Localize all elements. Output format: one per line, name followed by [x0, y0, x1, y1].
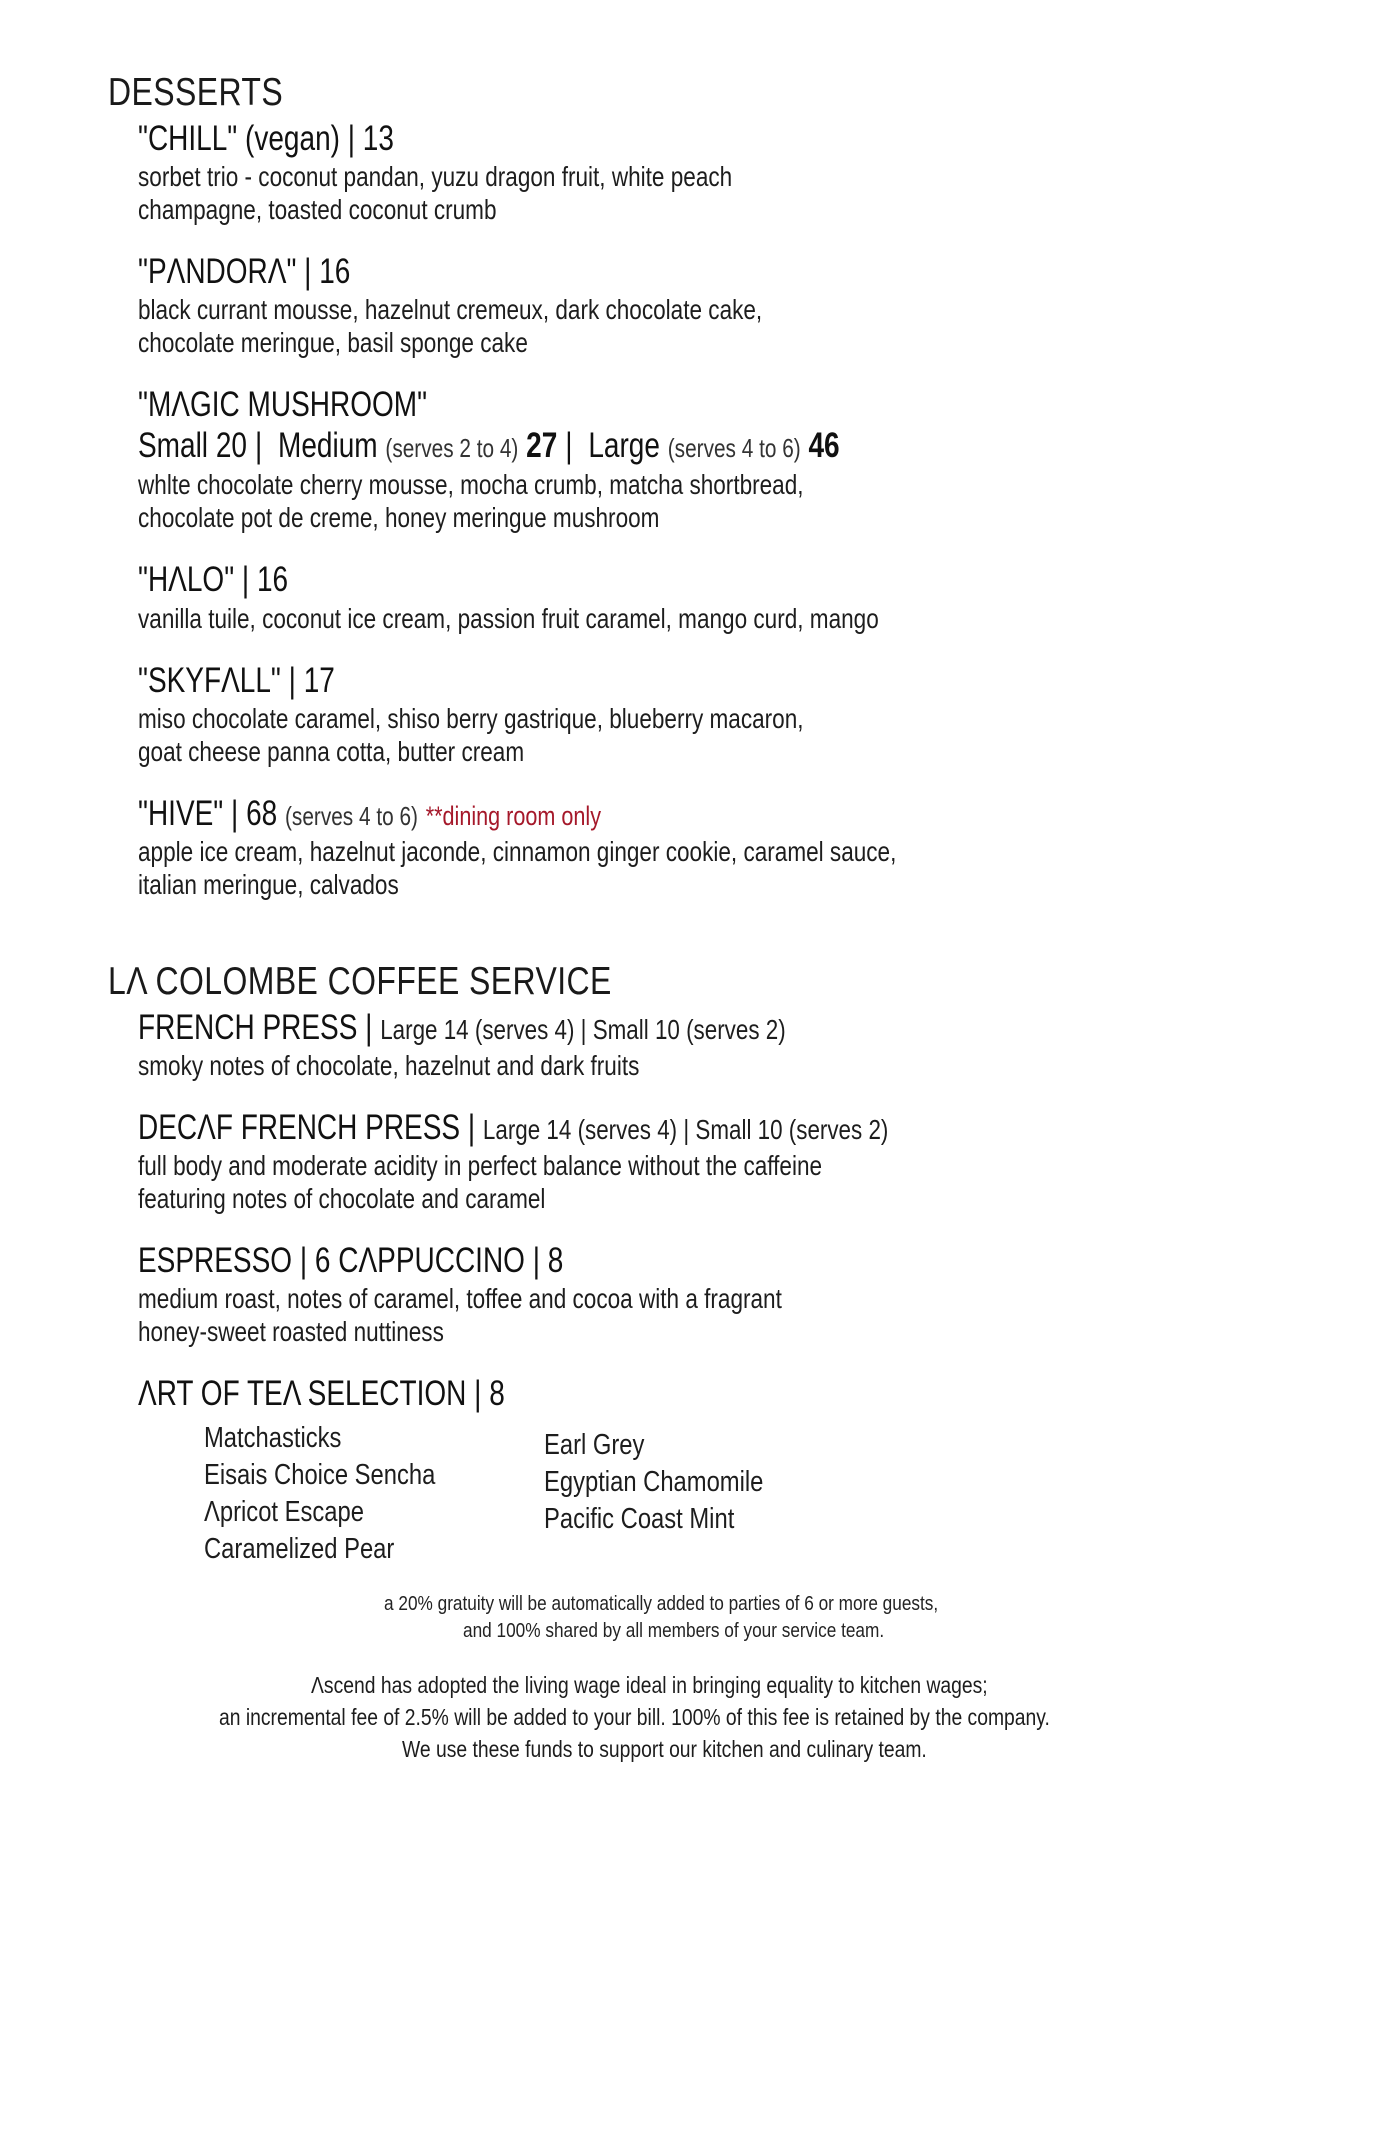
item-description-line: smoky notes of chocolate, hazelnut and dark fruits	[138, 1049, 640, 1081]
item-description-line: honey-sweet roasted nuttiness	[138, 1316, 444, 1348]
item-price-options: Large 14 (serves 4) | Small 10 (serves 2)	[482, 1113, 889, 1145]
item-description-line: full body and moderate acidity in perfect balance without the caffeine	[138, 1150, 823, 1182]
gratuity-notice	[108, 1590, 1320, 1644]
menu-item-french-press	[138, 1008, 1320, 1082]
item-description	[138, 1149, 1320, 1215]
item-description-line: chocolate meringue, basil sponge cake	[138, 327, 528, 359]
menu-item-espresso-cappuccino	[138, 1241, 1320, 1348]
menu-item-tea-selection	[138, 1374, 1320, 1568]
item-description	[138, 602, 1320, 635]
living-wage-notice	[108, 1670, 1320, 1765]
size-small-label: Small	[138, 426, 209, 466]
tea-name: Λpricot Escape	[204, 1495, 364, 1528]
item-title-inner	[138, 794, 601, 833]
item-title-text: "HΛLO" | 16	[138, 560, 289, 600]
item-title-text: "CHILL" (vegan) | 13	[138, 118, 394, 158]
item-description	[138, 1049, 1320, 1082]
item-description	[138, 702, 1320, 768]
tea-selection-title-text: ΛRT OF TEΛ SELECTION | 8	[138, 1374, 505, 1414]
item-title-text: "HIVE" | 68	[138, 793, 278, 833]
item-title	[138, 385, 1320, 424]
tea-list-item	[204, 1494, 486, 1531]
dining-room-only-note: **dining room only	[425, 800, 602, 831]
item-description-line: black currant mousse, hazelnut cremeux, dark chocolate cake,	[138, 294, 763, 326]
item-title	[138, 1241, 1320, 1280]
menu-item-hive	[138, 794, 1320, 901]
coffee-section	[108, 961, 1320, 1568]
legal-line: an incremental fee of 2.5% will be added to your bill. 100% of this fee is retained by the company.	[219, 1703, 1051, 1730]
tea-columns	[204, 1420, 1320, 1568]
gratuity-line: and 100% shared by all members of your service team.	[463, 1619, 885, 1643]
item-description	[138, 293, 1320, 359]
item-description-line: goat cheese panna cotta, butter cream	[138, 735, 525, 767]
item-title-text: "SKYFΛLL" | 17	[138, 660, 335, 700]
menu-item-decaf-french-press	[138, 1108, 1320, 1215]
item-size-price-inner	[138, 426, 840, 466]
legal-line: We use these funds to support our kitchen and culinary team.	[401, 1735, 927, 1762]
item-title-text: FRENCH PRESS |	[138, 1007, 373, 1047]
item-description-line: italian meringue, calvados	[138, 868, 399, 900]
tea-name: Egyptian Chamomile	[544, 1465, 764, 1498]
size-large-label: Large	[588, 426, 660, 466]
item-title	[138, 794, 1320, 833]
size-small-price: 20	[215, 426, 247, 466]
item-title	[138, 560, 1320, 599]
coffee-heading-text: LΛ COLOMBE COFFEE SERVICE	[108, 959, 612, 1003]
tea-name: Pacific Coast Mint	[544, 1502, 735, 1535]
size-separator: |	[565, 426, 573, 466]
item-description-line: vanilla tuile, coconut ice cream, passion fruit caramel, mango curd, mango	[138, 602, 879, 634]
size-large-serves: (serves 4 to 6)	[667, 433, 801, 464]
tea-name: Caramelized Pear	[204, 1532, 395, 1565]
coffee-item-list	[108, 1008, 1320, 1568]
desserts-section	[108, 72, 1320, 901]
size-medium-price: 27	[526, 426, 558, 466]
size-large-price: 46	[808, 426, 840, 466]
item-title	[138, 119, 1320, 158]
item-description-line: featuring notes of chocolate and caramel	[138, 1183, 546, 1215]
item-title-text: "PΛNDORΛ" | 16	[138, 252, 351, 292]
desserts-heading	[108, 72, 1320, 115]
tea-list-item	[544, 1427, 812, 1464]
menu-item-magic-mushroom	[138, 385, 1320, 534]
tea-name: Earl Grey	[544, 1428, 645, 1461]
size-medium-serves: (serves 2 to 4)	[385, 433, 519, 464]
tea-list-item	[204, 1531, 486, 1568]
tea-list-item	[204, 1420, 486, 1457]
item-description-line: apple ice cream, hazelnut jaconde, cinnamon ginger cookie, caramel sauce,	[138, 835, 897, 867]
item-description-line: medium roast, notes of caramel, toffee and cocoa with a fragrant	[138, 1283, 782, 1315]
tea-selection-title	[138, 1374, 1320, 1413]
item-title-inner	[138, 1008, 786, 1047]
item-title-inner	[138, 1108, 888, 1147]
menu-item-pandora	[138, 252, 1320, 359]
item-description	[138, 468, 1320, 534]
tea-list-item	[544, 1501, 812, 1538]
tea-list-item	[204, 1457, 486, 1494]
desserts-heading-text: DESSERTS	[108, 71, 284, 114]
item-title	[138, 252, 1320, 291]
item-description-line: sorbet trio - coconut pandan, yuzu dragon fruit, white peach	[138, 161, 733, 193]
item-serves-note: (serves 4 to 6)	[285, 800, 418, 831]
coffee-heading	[108, 961, 1320, 1004]
tea-name: Matchasticks	[204, 1421, 342, 1454]
item-price-options: Large 14 (serves 4) | Small 10 (serves 2)	[380, 1013, 786, 1045]
legal-line: Λscend has adopted the living wage ideal in bringing equality to kitchen wages;	[311, 1672, 988, 1699]
item-description	[138, 835, 1320, 901]
item-title-text: "MΛGIC MUSHROOM"	[138, 385, 428, 425]
size-medium-label: Medium	[278, 426, 378, 466]
item-title	[138, 1008, 1320, 1047]
menu-item-halo	[138, 560, 1320, 634]
size-separator: |	[254, 426, 263, 466]
gratuity-line: a 20% gratuity will be automatically added to parties of 6 or more guests,	[384, 1591, 939, 1615]
desserts-item-list	[108, 119, 1320, 901]
item-title	[138, 661, 1320, 700]
menu-item-skyfall	[138, 661, 1320, 768]
item-description	[138, 160, 1320, 226]
item-title-text: ESPRESSO | 6 CΛPPUCCINO | 8	[138, 1241, 564, 1281]
item-size-price-row	[138, 426, 1320, 466]
item-description-line: champagne, toasted coconut crumb	[138, 194, 497, 226]
tea-column-left	[204, 1420, 486, 1568]
tea-list-item	[544, 1464, 812, 1501]
item-title-text: DECΛF FRENCH PRESS |	[138, 1107, 476, 1147]
tea-name: Eisais Choice Sencha	[204, 1458, 436, 1491]
item-title	[138, 1108, 1320, 1147]
item-description-line: whlte chocolate cherry mousse, mocha crumb, matcha shortbread,	[138, 469, 804, 501]
item-description-line: chocolate pot de creme, honey meringue mushroom	[138, 502, 660, 534]
tea-column-right	[544, 1420, 812, 1568]
item-description-line: miso chocolate caramel, shiso berry gastrique, blueberry macaron,	[138, 702, 804, 734]
item-description	[138, 1282, 1320, 1348]
menu-item-chill	[138, 119, 1320, 226]
